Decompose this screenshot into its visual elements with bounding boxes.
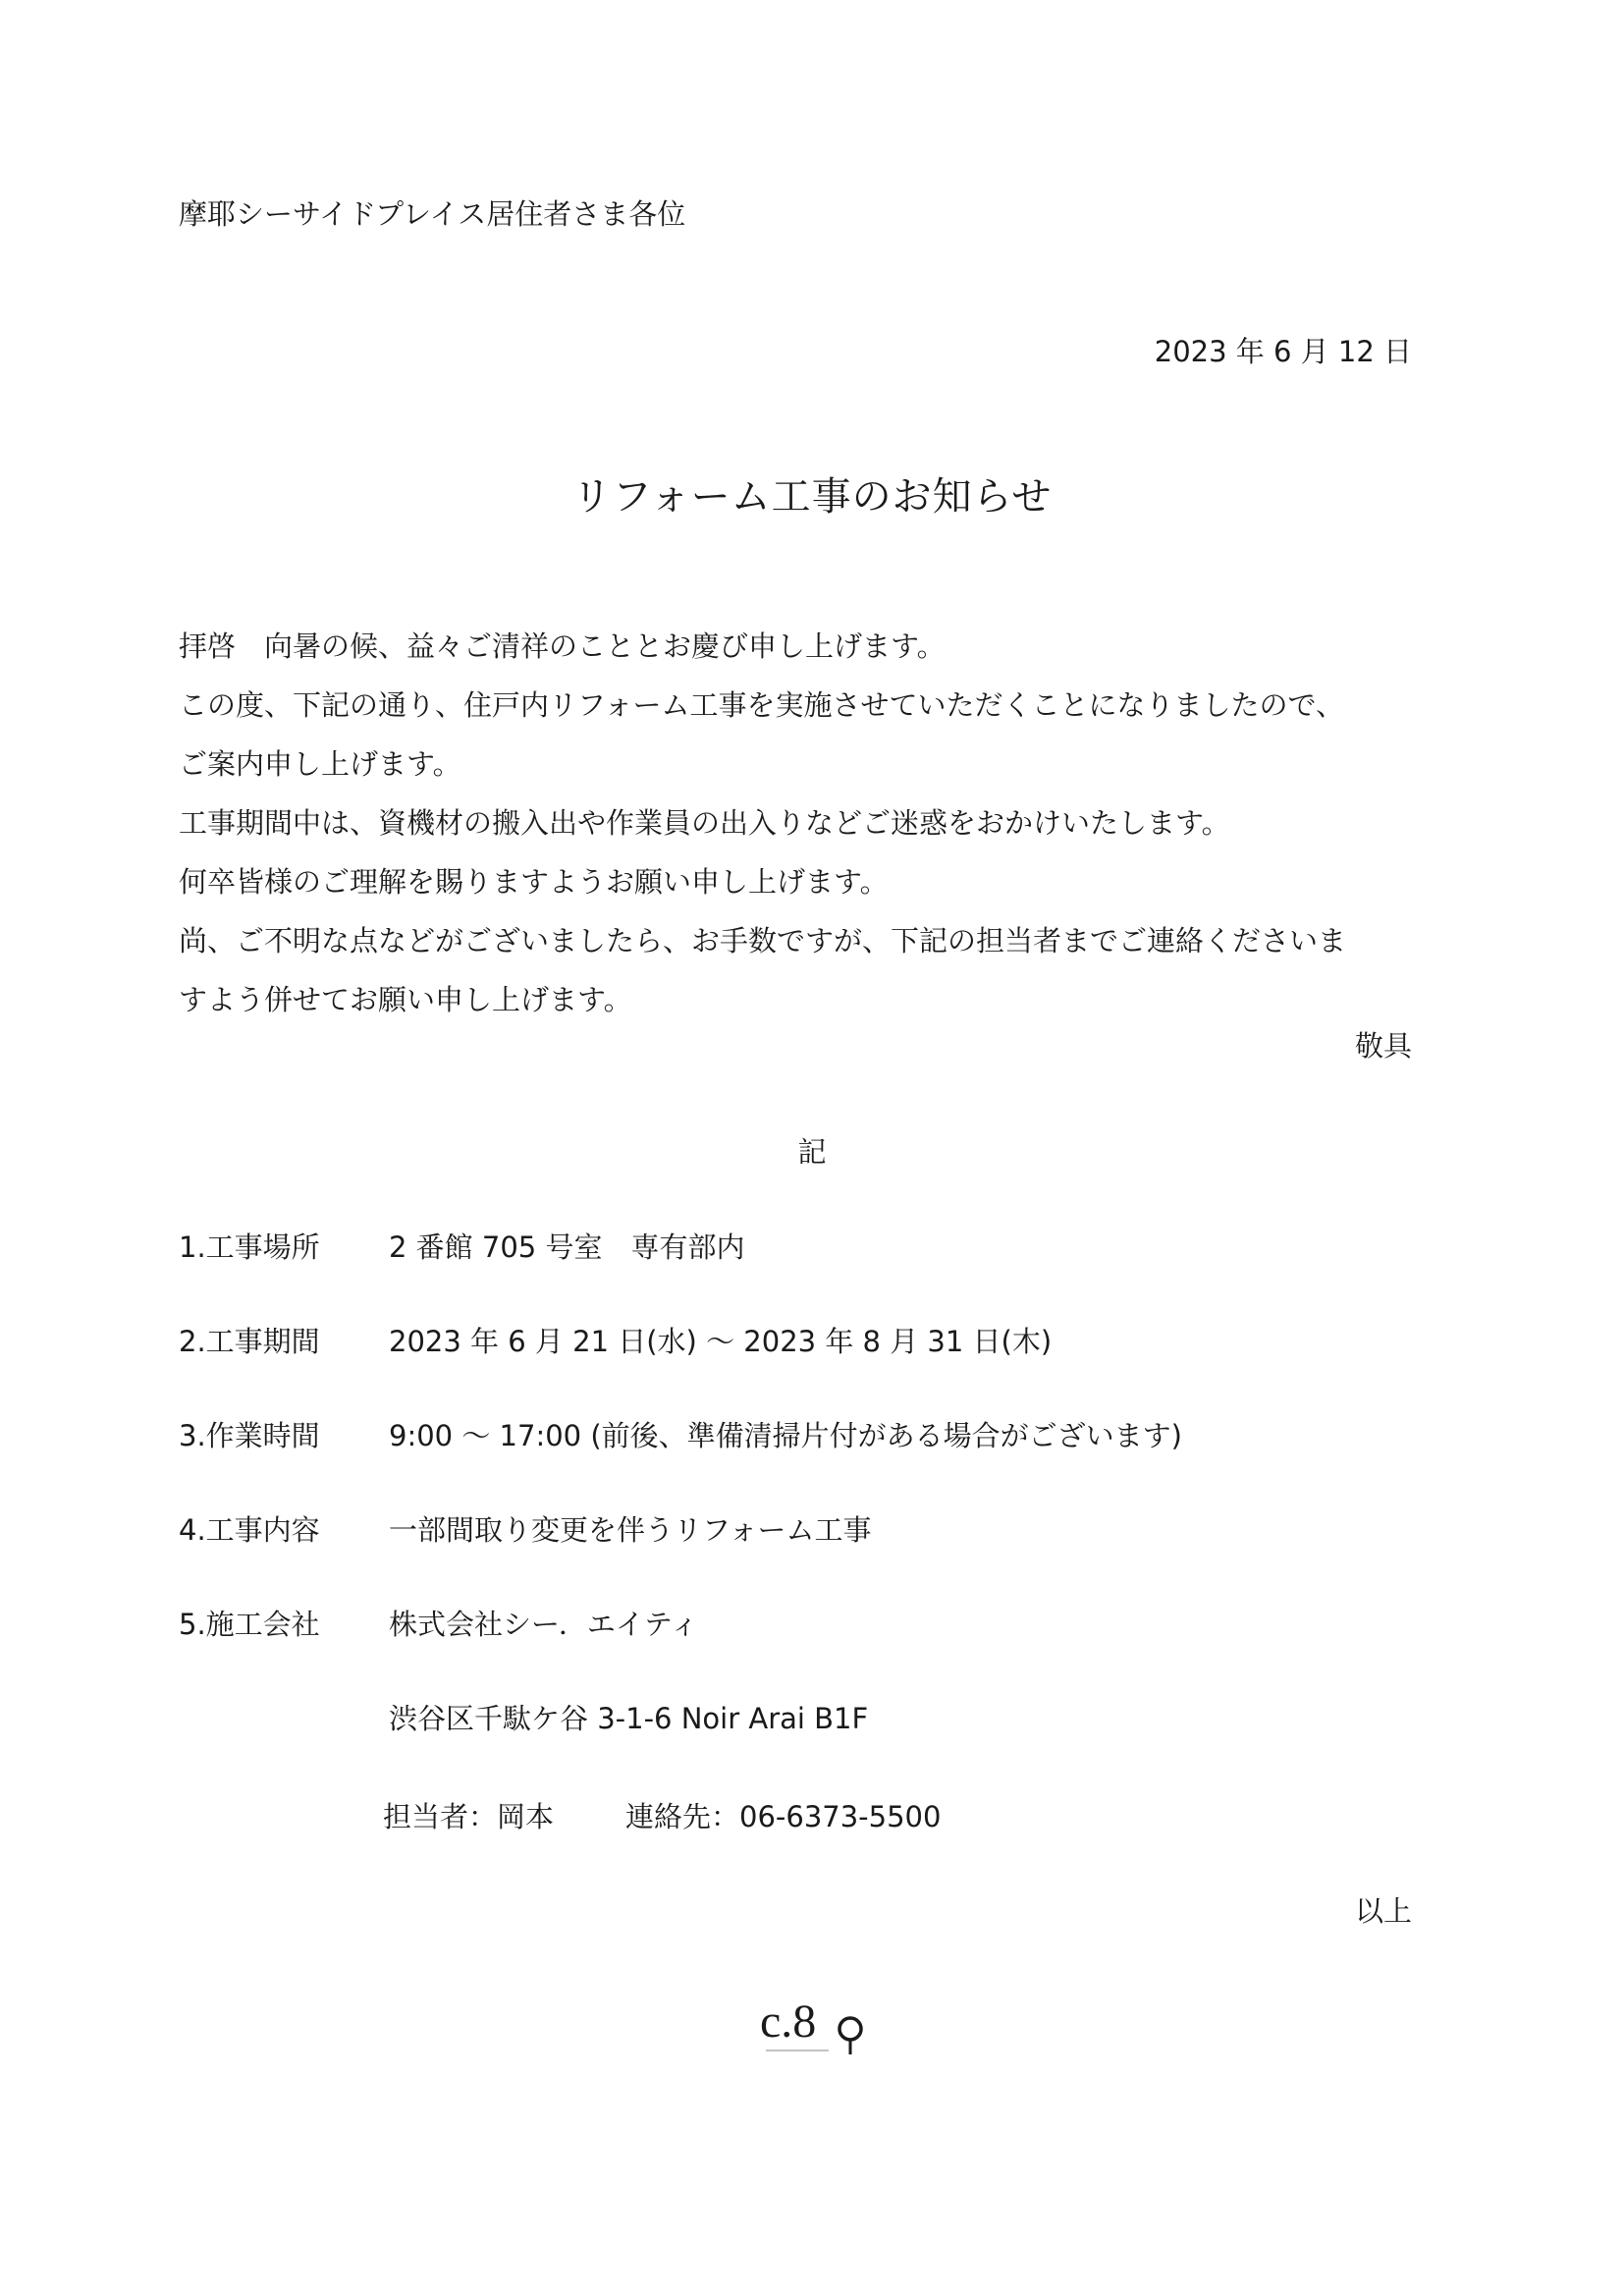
- detail-label: 2.工事期間: [179, 1325, 320, 1358]
- contact-row: [179, 1797, 1416, 1836]
- body-line: この度、下記の通り、住戸内リフォーム工事を実施させていただくことになりましたので、: [179, 688, 1344, 722]
- detail-value: 株式会社シー．エイティ: [389, 1608, 699, 1641]
- notice-date: 2023 年 6 月 12 日: [1154, 335, 1412, 368]
- logo-text: c.8: [760, 1995, 817, 2048]
- detail-value: 2 番館 705 号室 専有部内: [389, 1230, 745, 1264]
- body-line: 何卒皆様のご理解を賜りますようお願い申し上げます。: [179, 865, 889, 899]
- ki-heading: 記: [797, 1135, 827, 1169]
- detail-value: 一部間取り変更を伴うリフォーム工事: [389, 1513, 872, 1547]
- detail-item-hours: [179, 1416, 1416, 1510]
- detail-item-content: [179, 1510, 1416, 1605]
- notice-body: [179, 617, 1416, 1029]
- details-list: [179, 1228, 1416, 1836]
- body-line: 工事期間中は、資機材の搬入出や作業員の出入りなどご迷惑をおかけいたします。: [179, 806, 1230, 840]
- detail-label: 1.工事場所: [179, 1230, 320, 1264]
- body-line: すよう併せてお願い申し上げます。: [179, 983, 632, 1016]
- contact-phone: 連絡先：06-6373-5500: [625, 1800, 942, 1833]
- detail-item-period: [179, 1322, 1416, 1416]
- end-mark-ijou: 以上: [1354, 1894, 1412, 1928]
- contact-person: 担当者：岡本: [383, 1800, 555, 1833]
- body-line: 尚、ご不明な点などがございましたら、お手数ですが、下記の担当者までご連絡くださいま: [179, 924, 1347, 957]
- detail-value: 9:00 ～ 17:00 (前後、準備清掃片付がある場合がございます): [389, 1419, 1182, 1452]
- addressee: 摩耶シーサイドプレイス居住者さま各位: [179, 197, 686, 231]
- company-logo-icon: [758, 1986, 876, 2064]
- body-line: 拝啓 向暑の候、益々ご清祥のこととお慶び申し上げます。: [179, 629, 946, 663]
- detail-value: 2023 年 6 月 21 日(水) ～ 2023 年 8 月 31 日(木): [389, 1325, 1053, 1358]
- detail-item-location: [179, 1228, 1416, 1322]
- closing-keigu: 敬具: [1354, 1029, 1412, 1063]
- detail-label: 5.施工会社: [179, 1608, 320, 1641]
- detail-label: 4.工事内容: [179, 1513, 320, 1547]
- detail-label: 3.作業時間: [179, 1419, 320, 1452]
- company-address-row: [179, 1699, 1416, 1797]
- detail-item-contractor: [179, 1605, 1416, 1699]
- notice-title: リフォーム工事のお知らせ: [571, 474, 1053, 519]
- body-line: ご案内申し上げます。: [179, 747, 461, 781]
- company-address: 渋谷区千駄ケ谷 3-1-6 Noir Arai B1F: [389, 1702, 869, 1735]
